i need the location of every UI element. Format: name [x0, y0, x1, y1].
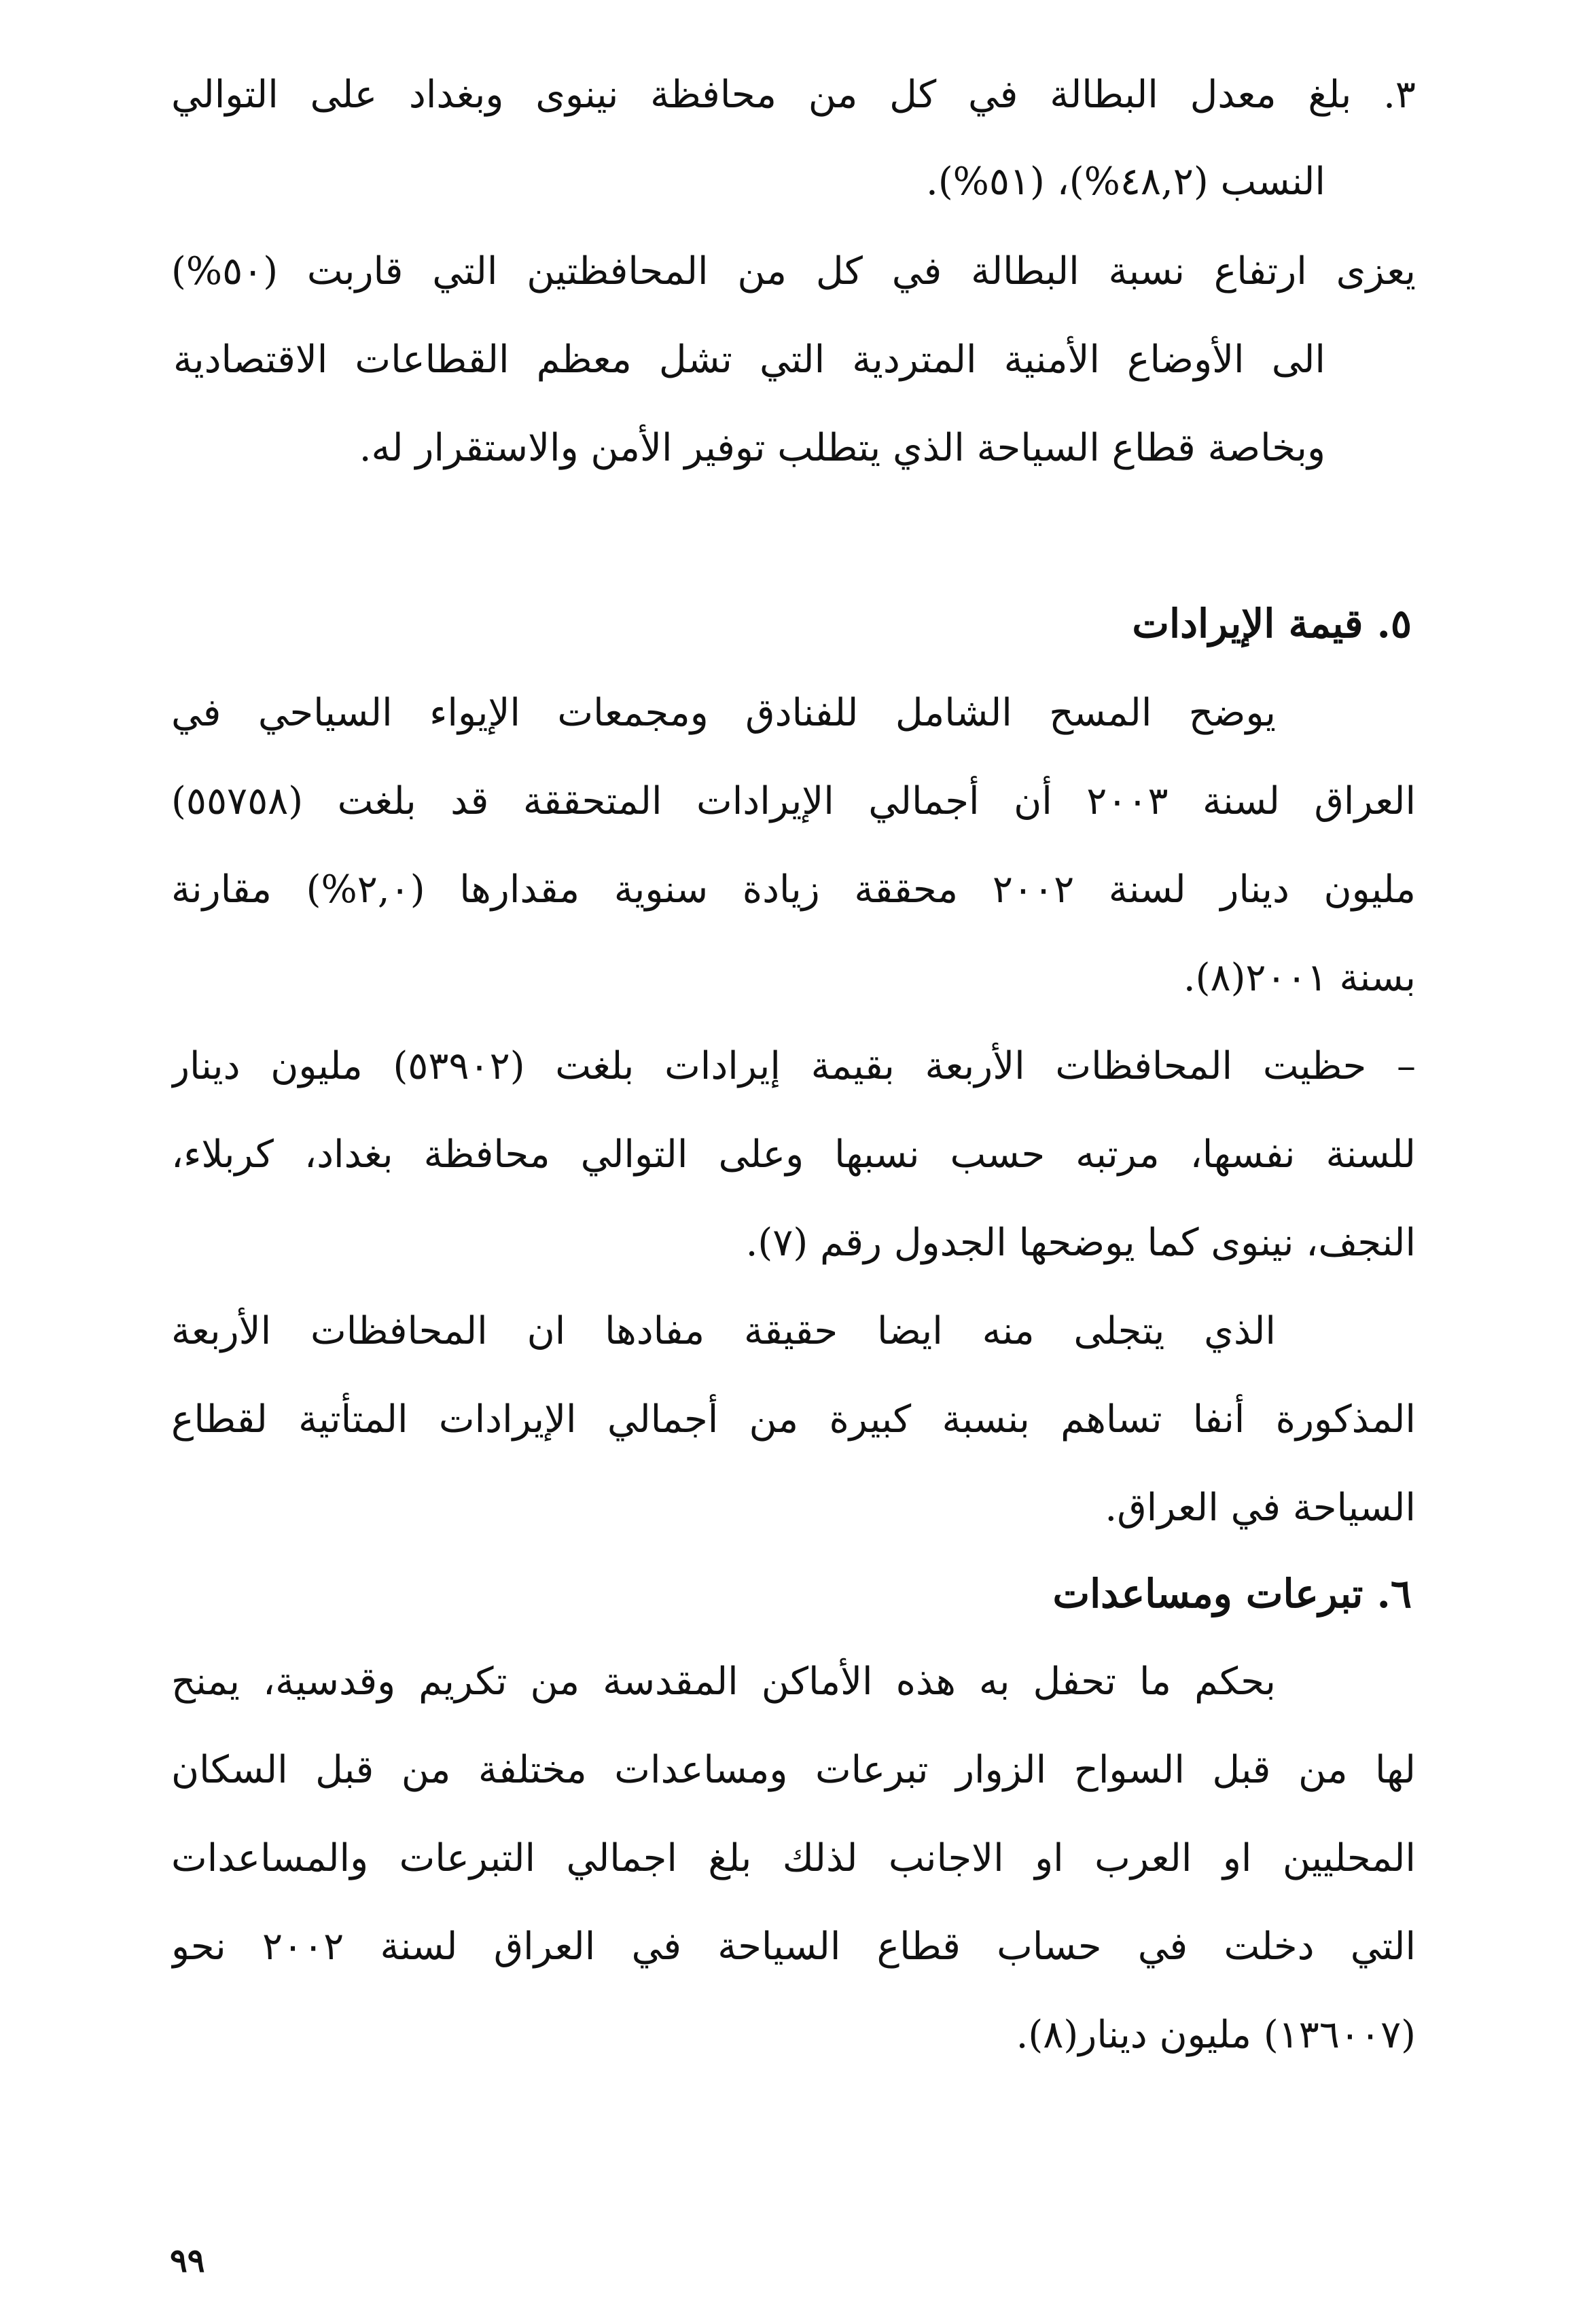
text-line: السياحة في العراق. [1105, 1486, 1416, 1530]
text-line: الذي يتجلى منه ايضا حقيقة مفادها ان المحافظات الأربعة [171, 1309, 1276, 1353]
text-line: المحليين او العرب او الاجانب لذلك بلغ اجمالي التبرعات والمساعدات [171, 1836, 1416, 1880]
text-line: (١٣٦٠٠٧) مليون دينار(٨). [1016, 2013, 1416, 2057]
text-line: التي دخلت في حساب قطاع السياحة في العراق لسنة ٢٠٠٢ نحو [171, 1925, 1416, 1969]
text-line: وبخاصة قطاع السياحة الذي يتطلب توفير الأمن والاستقرار له. [359, 426, 1325, 470]
text-line: يعزى ارتفاع نسبة البطالة في كل من المحافظتين التي قاربت (٥٠%) [171, 249, 1416, 293]
section-heading-donations: ٦. تبرعات ومساعدات [1052, 1571, 1412, 1617]
text-line: مليون دينار لسنة ٢٠٠٢ محققة زيادة سنوية مقدارها (٢,٠%) مقارنة [171, 868, 1416, 912]
text-line: المذكورة أنفا تساهم بنسبة كبيرة من أجمالي الإيرادات المتأتية لقطاع [171, 1397, 1416, 1442]
text-line: العراق لسنة ٢٠٠٣ أن أجمالي الإيرادات المتحققة قد بلغت (٥٥٧٥٨) [171, 779, 1416, 823]
text-line: الى الأوضاع الأمنية المتردية التي تشل معظم القطاعات الاقتصادية [173, 338, 1325, 382]
text-line: – حظيت المحافظات الأربعة بقيمة إيرادات بلغت (٥٣٩٠٢) مليون دينار [171, 1044, 1416, 1088]
text-line: للسنة نفسها، مرتبه حسب نسبها وعلى التوالي محافظة بغداد، كربلاء، [171, 1132, 1416, 1177]
page-number: ٩٩ [170, 2242, 205, 2280]
text-line: لها من قبل السواح الزوار تبرعات ومساعدات مختلفة من قبل السكان [171, 1748, 1416, 1792]
text-line: بسنة ٢٠٠١(٨). [1183, 956, 1416, 1000]
text-line: النجف، نينوى كما يوضحها الجدول رقم (٧). [745, 1221, 1416, 1265]
text-line: يوضح المسح الشامل للفنادق ومجمعات الإيواء السياحي في [171, 691, 1276, 735]
section-heading-revenues: ٥. قيمة الإيرادات [1132, 601, 1412, 647]
text-line: ٣. بلغ معدل البطالة في كل من محافظة نينوى وبغداد على التوالي [171, 73, 1416, 117]
text-line: النسب (٤٨,٢%)، (٥١%). [926, 160, 1325, 204]
text-line: بحكم ما تحفل به هذه الأماكن المقدسة من تكريم وقدسية، يمنح [171, 1660, 1276, 1704]
